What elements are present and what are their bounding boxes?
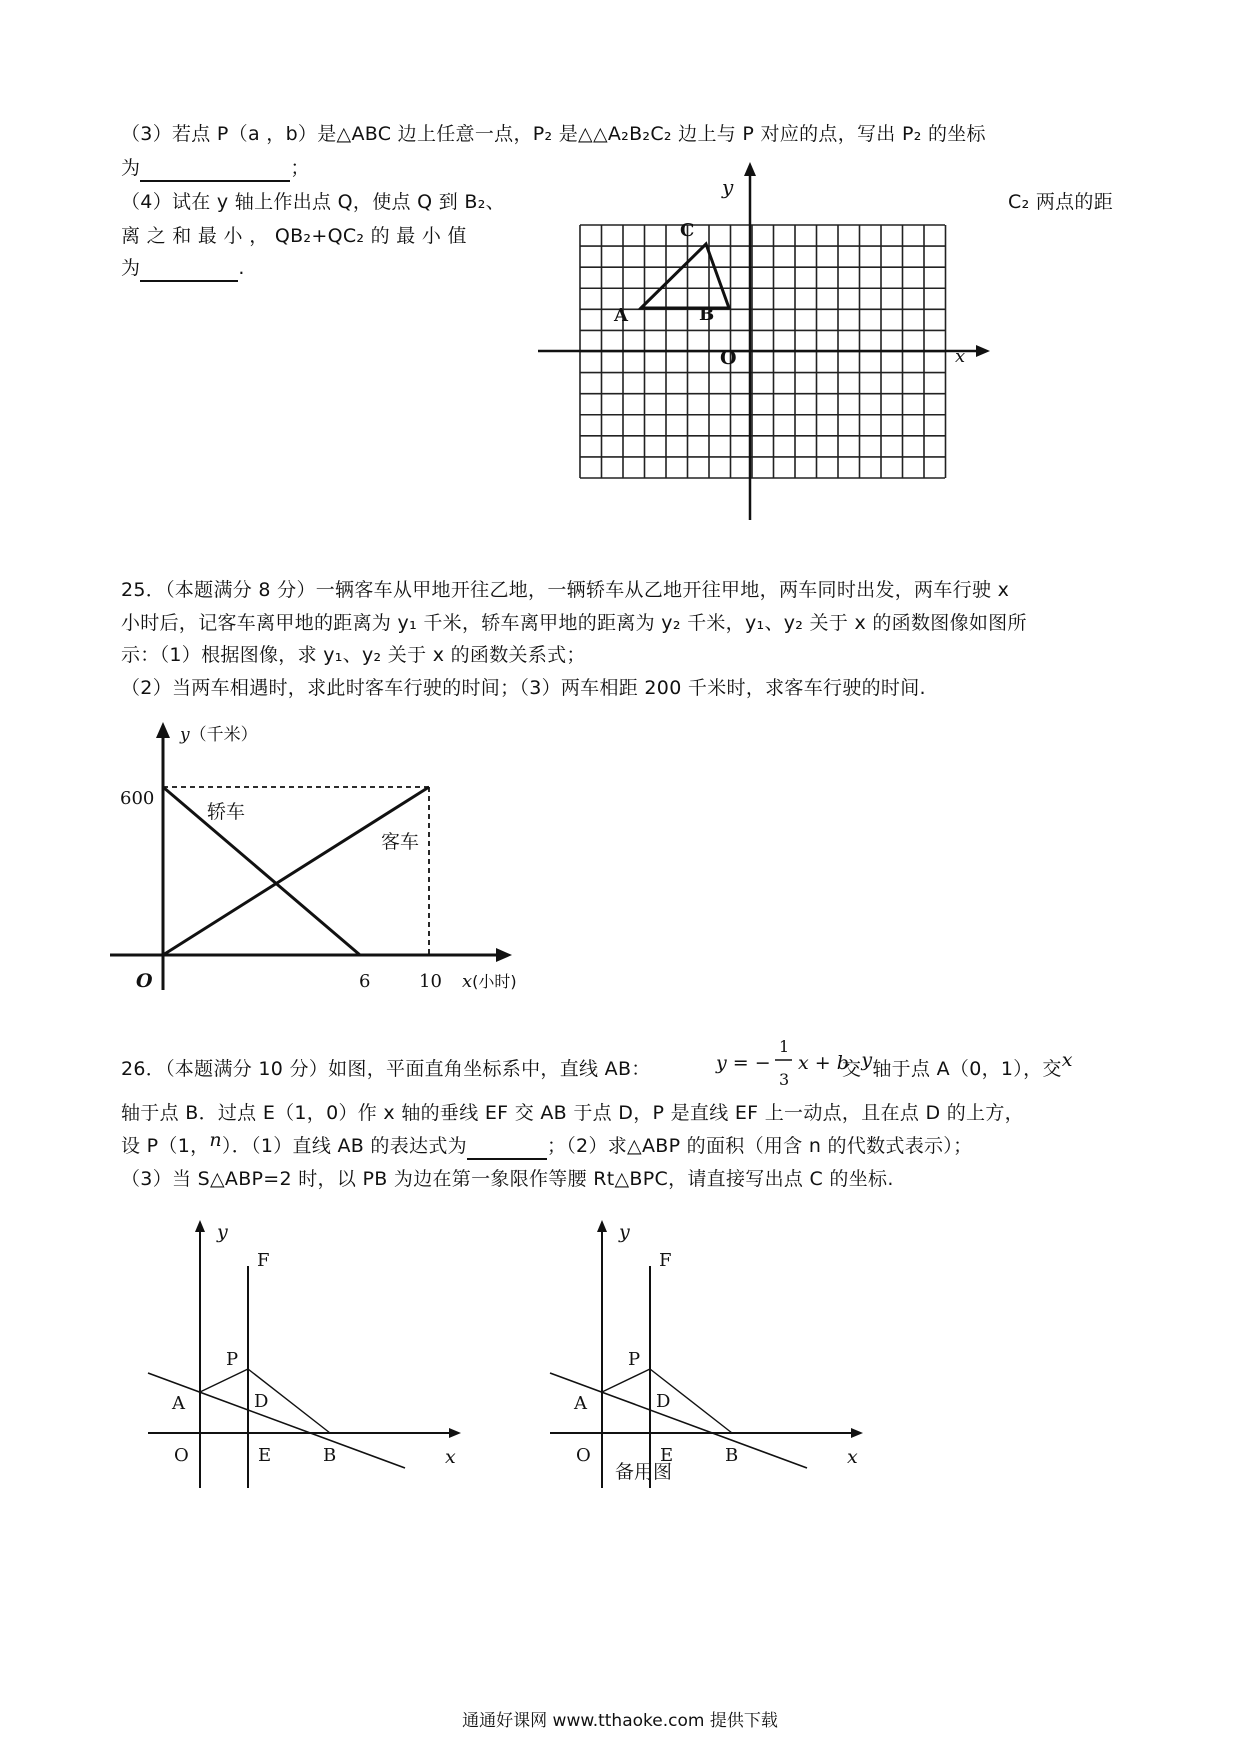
q24-part4-line2: 离 之 和 最 小 ， QB₂+QC₂ 的 最 小 值 [121,225,467,247]
svg-text:x + b: x + b [798,1052,849,1074]
label-x: x [847,1446,858,1468]
label-b: B [699,304,715,325]
label-f: F [257,1250,270,1271]
q25-line3: 示：（1）根据图像，求 y₁、y₂ 关于 x 的函数关系式； [121,644,586,666]
q25-graph [0,700,560,1000]
y-axis-label: y（千米） [180,725,258,745]
q24-part3-prefix: 为 [121,157,141,179]
segment-ap [602,1369,650,1392]
q24-part4-line1-tail: C₂ 两点的距 [1008,191,1114,213]
label-c: C [680,220,695,241]
page-footer: 通通好课网 www.tthaoke.com 提供下载 [462,1711,778,1731]
q24-grid-figure [0,0,1240,560]
q26-tail-x: x [1061,1049,1073,1071]
label-d: D [254,1391,269,1412]
bus-label: 客车 [381,831,420,853]
q24-part4-prefix: 为 [121,257,141,279]
q26-figure-backup [402,1210,882,1500]
label-e: E [258,1445,272,1466]
x-axis-arrow [496,948,512,962]
label-y: y [722,175,734,199]
q26-line3-b: ）．（1）直线 AB 的表达式为 [221,1135,467,1157]
label-b: B [725,1445,739,1466]
label-a: A [614,305,628,326]
label-f: F [659,1250,672,1271]
svg-text:3: 3 [779,1070,790,1089]
label-x: x [445,1446,456,1468]
segment-ap [200,1369,248,1392]
label-a: A [574,1393,587,1414]
q25-line4: （2）当两车相遇时，求此时客车行驶的时间；（3）两车相距 200 千米时，求客车行驶的时间. [121,677,926,699]
x-axis-arrow [976,345,990,357]
label-b: B [323,1445,337,1466]
q26-formula [716,1030,849,1096]
car-line [163,787,360,955]
q25-line2: 小时后，记客车离甲地的距离为 y₁ 千米，轿车离甲地的距离为 y₂ 千米，y₁、y₂ 关于 x 的函数图像如图所 [121,612,1027,634]
y-axis-arrow [195,1220,205,1232]
q26-line3 [121,1129,973,1160]
q24-part3-suffix: ； [290,157,310,179]
y-axis-arrow [156,722,170,738]
q25-line1: 25．（本题满分 8 分）一辆客车从甲地开往乙地，一辆轿车从乙地开往甲地，两车同时出发，两车行驶 x [121,579,1010,601]
q26-tail-a: 交 [842,1058,862,1080]
label-a: A [172,1393,185,1414]
triangle-abc [641,244,729,308]
label-origin: O [720,347,737,369]
q24-part4-line1: （4）试在 y 轴上作出点 Q，使点 Q 到 B₂、 [121,191,505,213]
q26-tail-y: y [861,1049,873,1071]
q26-line1: 26．（本题满分 10 分）如图，平面直角坐标系中，直线 AB： [121,1058,651,1080]
y-axis-arrow [744,162,756,176]
q24-part4-suffix: . [238,257,245,279]
svg-text:y = −: y = − [716,1052,771,1074]
label-y: y [217,1221,228,1243]
backup-label: 备用图 [615,1461,673,1483]
q26-line2: 轴于点 B．过点 E（1，0）作 x 轴的垂线 EF 交 AB 于点 D，P 是直线 EF 上一动点，且在点 D 的上方， [121,1102,1024,1124]
label-e: E [660,1445,674,1466]
y-tick-600: 600 [120,788,155,809]
label-y: y [619,1221,630,1243]
q26-tail-b: 轴于点 A（0，1），交 [872,1058,1062,1080]
bus-line [163,787,429,955]
label-o: O [576,1445,591,1466]
svg-text:1: 1 [779,1037,790,1056]
label-x: x [955,346,966,367]
x-tick-6: 6 [359,971,371,992]
origin-label: O [136,970,153,992]
q26-line3-n: n [209,1129,222,1151]
x-axis-label: x(小时) [462,971,517,992]
q24-part3-line1: （3）若点 P（a ，b）是△ABC 边上任意一点，P₂ 是△△A₂B₂C₂ 边上与 P 对应的点，写出 P₂ 的坐标 [121,123,986,145]
label-p: P [226,1349,239,1370]
q26-line3-c: ；（2）求△ABP 的面积（用含 n 的代数式表示）； [546,1135,973,1157]
label-d: D [656,1391,671,1412]
q26-line3-a: 设 P（1， [121,1135,210,1157]
label-o: O [174,1445,189,1466]
x-axis-arrow [851,1428,863,1438]
q26-line4: （3）当 S△ABP=2 时，以 PB 为边在第一象限作等腰 Rt△BPC，请直接写出点 C 的坐标. [121,1168,894,1190]
q26-line1-tail [842,1049,1073,1081]
car-label: 轿车 [207,801,246,823]
y-axis-arrow [597,1220,607,1232]
answer-blank-ab[interactable] [467,1134,547,1160]
x-tick-10: 10 [419,971,442,992]
label-p: P [628,1349,641,1370]
